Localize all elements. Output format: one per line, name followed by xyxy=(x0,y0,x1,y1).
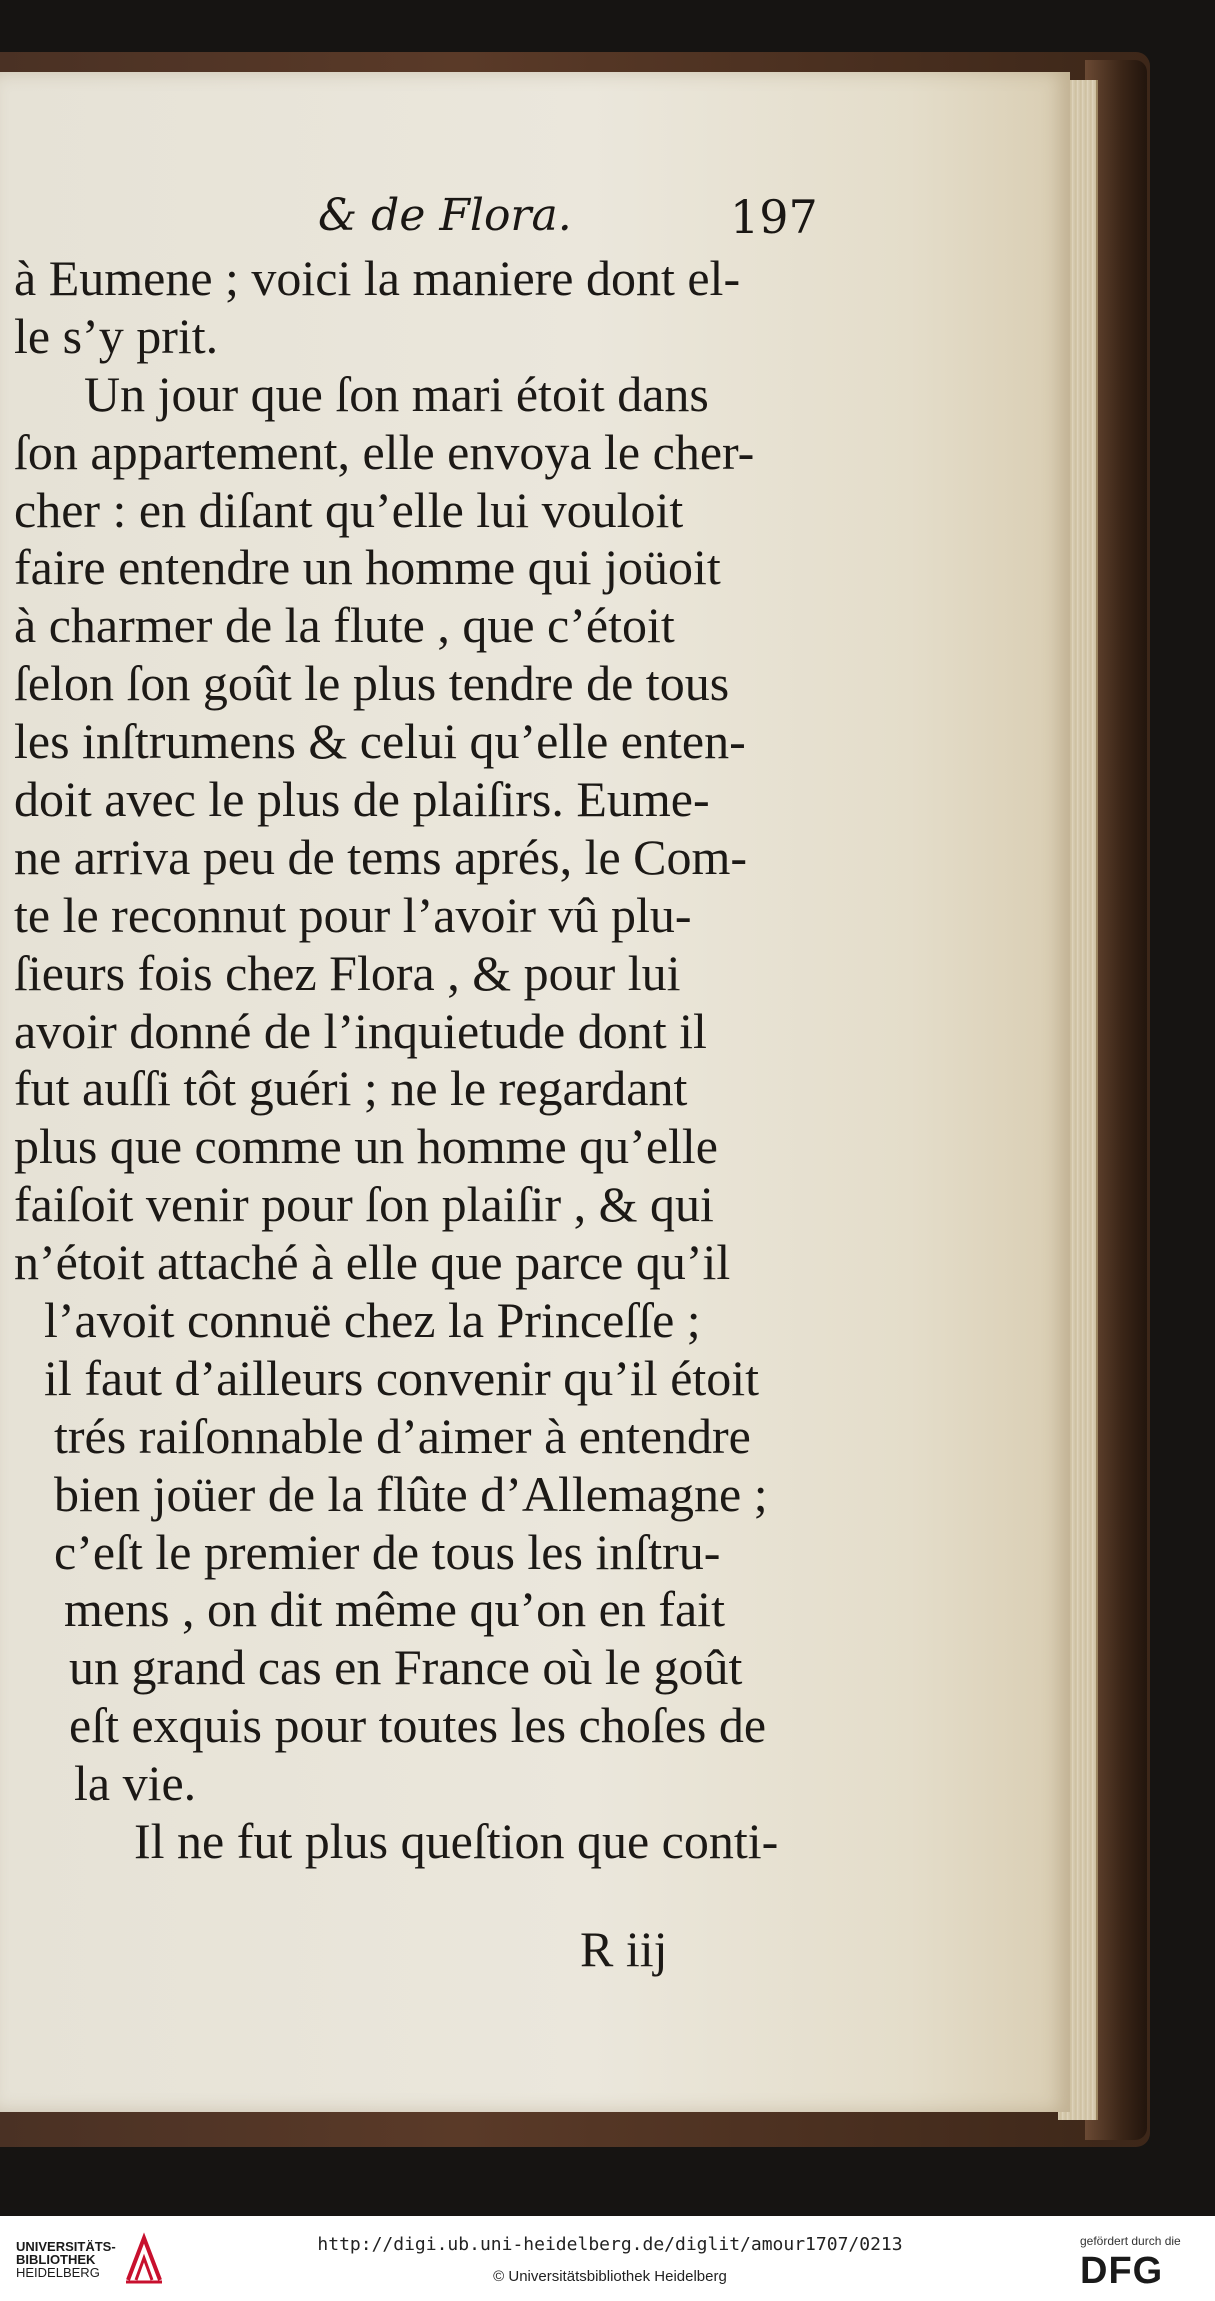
text-line: à Eumene ; voici la maniere dont el- xyxy=(14,250,741,306)
text-line: n’étoit attaché à elle que parce qu’il xyxy=(14,1234,731,1291)
text-line: Il ne fut plus queſtion que conti- xyxy=(134,1813,779,1870)
text-line: à charmer de la flute , que c’étoit xyxy=(14,597,675,654)
text-line: eſt exquis pour toutes les choſes de xyxy=(69,1697,767,1754)
running-title: & de Flora. xyxy=(318,190,572,241)
text-line: fut auſſi tôt guéri ; ne le regardant xyxy=(14,1060,688,1117)
text-line: faire entendre un homme qui joüoit xyxy=(14,539,721,596)
permalink-url[interactable]: http://digi.ub.uni-heidelberg.de/diglit/amour1707/0213 xyxy=(317,2234,903,2255)
text-line: ſelon ſon goût le plus tendre de tous xyxy=(14,655,730,712)
text-line: cher : en diſant qu’elle lui vouloit xyxy=(14,481,684,538)
text-line: ſon appartement, elle envoya le cher- xyxy=(14,423,755,480)
signature-mark: R iij xyxy=(580,1921,668,1977)
text-line: bien joüer de la flûte d’Allemagne ; xyxy=(54,1465,768,1522)
text-line: l’avoit connuë chez la Princeſſe ; xyxy=(44,1292,701,1349)
text-line: plus que comme un homme qu’elle xyxy=(14,1118,719,1175)
footer-bar xyxy=(0,2216,1215,2301)
text-line: doit avec le plus de plaiſirs. Eume- xyxy=(14,771,710,828)
copyright-text: © Universitätsbibliothek Heidelberg xyxy=(493,2268,727,2285)
logo-text-line: UNIVERSITÄTS- xyxy=(16,2239,116,2254)
text-line: Un jour que ſon mari étoit dans xyxy=(84,365,709,422)
text-line: la vie. xyxy=(74,1755,197,1812)
logo-text-line: HEIDELBERG xyxy=(16,2265,100,2280)
text-line: les inſtrumens & celui qu’elle enten- xyxy=(14,713,746,770)
text-line: avoir donné de l’inquietude dont il xyxy=(14,1002,707,1059)
logo-text-line: BIBLIOTHEK xyxy=(16,2252,96,2267)
text-line: mens , on dit même qu’on en fait xyxy=(64,1581,725,1638)
body-text xyxy=(14,250,874,1871)
page-header xyxy=(0,190,1070,250)
library-logo[interactable] xyxy=(16,2240,126,2279)
text-line: le s’y prit. xyxy=(14,307,219,364)
text-line: un grand cas en France où le goût xyxy=(69,1639,743,1696)
text-line: il faut d’ailleurs convenir qu’il étoit xyxy=(44,1349,760,1406)
text-line: c’eſt le premier de tous les inſtru- xyxy=(54,1523,721,1580)
page-number: 197 xyxy=(730,190,818,244)
text-line: trés raiſonnable d’aimer à entendre xyxy=(54,1407,751,1464)
dfg-logo[interactable]: DFG xyxy=(1080,2250,1164,2292)
text-line: faiſoit venir pour ſon plaiſir , & qui xyxy=(14,1176,714,1233)
text-line: ne arriva peu de tems aprés, le Com- xyxy=(14,828,748,885)
text-line: te le reconnut pour l’avoir vû plu- xyxy=(14,886,692,943)
library-emblem-icon xyxy=(124,2232,164,2284)
text-line: ſieurs fois chez Flora , & pour lui xyxy=(14,944,681,1001)
funding-label: gefördert durch die xyxy=(1080,2234,1181,2248)
